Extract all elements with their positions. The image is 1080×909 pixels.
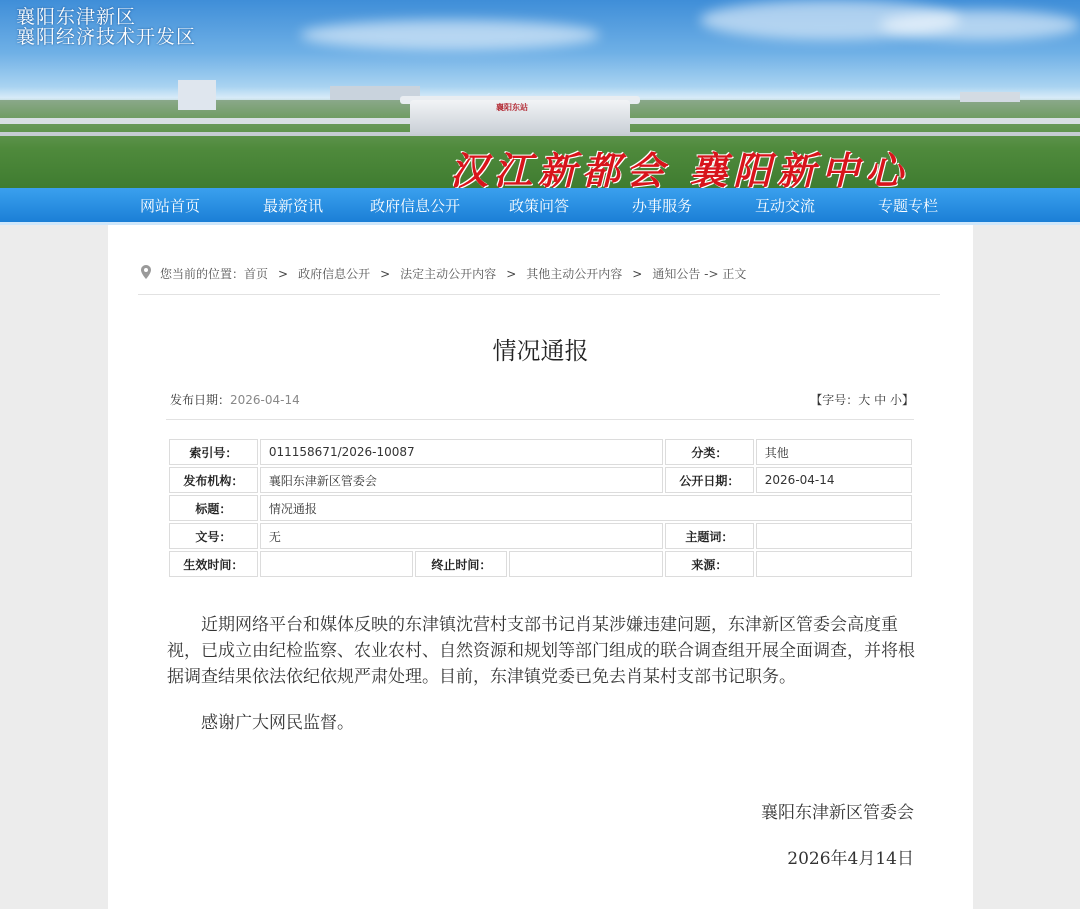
open-date-label: 公开日期： (665, 467, 754, 493)
publisher-value: 襄阳东津新区管委会 (260, 467, 663, 493)
breadcrumb-prefix: 您当前的位置： (160, 267, 245, 281)
nav-policy-qa[interactable]: 政策问答 (508, 197, 569, 215)
breadcrumb-separator: > (278, 267, 289, 281)
location-pin-icon (141, 265, 151, 279)
subject-label: 主题词： (665, 523, 754, 549)
breadcrumb-separator: > (380, 267, 391, 281)
nav-gov-info[interactable]: 政府信息公开 (369, 197, 460, 215)
header-banner (0, 0, 1080, 188)
docno-label: 文号： (169, 523, 258, 549)
nav-home[interactable]: 网站首页 (139, 197, 200, 215)
font-size-suffix: 】 (901, 393, 914, 407)
table-row (169, 467, 912, 493)
font-size-medium-button[interactable]: 中 (874, 393, 887, 407)
table-row (169, 523, 912, 549)
signature-organization: 襄阳东津新区管委会 (761, 803, 914, 823)
open-date-value: 2026-04-14 (756, 467, 912, 493)
breadcrumb-statutory[interactable]: 法定主动公开内容 (400, 267, 497, 281)
article-paragraph: 感谢广大网民监督。 (201, 713, 354, 733)
page-title: 情况通报 (492, 337, 589, 365)
publish-row (170, 391, 914, 408)
nav-news[interactable]: 最新资讯 (262, 197, 323, 215)
nav-services[interactable]: 办事服务 (631, 197, 692, 215)
table-row (169, 495, 912, 521)
breadcrumb-current-separator: -> (704, 267, 719, 281)
breadcrumb-separator: > (632, 267, 643, 281)
title-label: 标题： (169, 495, 258, 521)
end-label: 终止时间： (415, 551, 507, 577)
divider (138, 294, 940, 295)
publish-date-label: 发布日期： (170, 393, 231, 407)
site-name-primary: 襄阳东津新区 (16, 6, 137, 28)
article-body (167, 612, 915, 736)
divider (166, 419, 914, 420)
breadcrumb-gov-info[interactable]: 政府信息公开 (298, 267, 371, 281)
font-size-small-button[interactable]: 小 (889, 393, 902, 407)
source-label: 来源： (665, 551, 754, 577)
table-row (169, 551, 912, 577)
nav-topics[interactable]: 专题专栏 (877, 197, 938, 215)
building-decoration (178, 80, 216, 110)
content-panel (108, 225, 973, 909)
signature-date: 2026年4月14日 (787, 849, 914, 869)
publish-date: 2026-04-14 (230, 393, 300, 407)
subject-value (756, 523, 912, 549)
breadcrumb-separator: > (506, 267, 517, 281)
docno-value: 无 (260, 523, 663, 549)
main-nav (0, 188, 1080, 225)
table-row (169, 439, 912, 465)
nav-interaction[interactable]: 互动交流 (754, 197, 815, 215)
station-building (410, 100, 630, 134)
breadcrumb-current: 正文 (722, 267, 747, 281)
end-value (509, 551, 663, 577)
effective-value (260, 551, 414, 577)
font-size-switcher (810, 391, 914, 408)
article-paragraph: 近期网络平台和媒体反映的东津镇沈营村支部书记肖某涉嫌违建问题，东津新区管委会高度重视，已成立由纪检监察、农业农村、自然资源和规划等部门组成的联合调查组开展全面调查，并将根据调查结果依法依纪依规严肃处理。目前，东津镇党委已免去肖某村支部书记职务。 (167, 615, 915, 687)
cloud-decoration (300, 20, 600, 50)
site-name-secondary: 襄阳经济技术开发区 (16, 26, 197, 48)
title-value: 情况通报 (260, 495, 912, 521)
font-size-large-button[interactable]: 大 (858, 393, 871, 407)
category-value: 其他 (756, 439, 912, 465)
breadcrumb (138, 263, 938, 283)
building-decoration (960, 92, 1020, 102)
breadcrumb-home[interactable]: 首页 (244, 267, 269, 281)
font-size-prefix: 【字号： (810, 393, 859, 407)
document-meta-table (167, 437, 914, 579)
effective-label: 生效时间： (169, 551, 258, 577)
source-value (756, 551, 912, 577)
index-value: 011158671/2026-10087 (260, 439, 663, 465)
publisher-label: 发布机构： (169, 467, 258, 493)
cloud-decoration (880, 10, 1080, 40)
category-label: 分类： (665, 439, 754, 465)
station-sign: 襄阳东站 (496, 103, 528, 112)
index-label: 索引号： (169, 439, 258, 465)
breadcrumb-notices[interactable]: 通知公告 (652, 267, 701, 281)
breadcrumb-other[interactable]: 其他主动公开内容 (526, 267, 623, 281)
banner-slogan: 汉江新都会 襄阳新中心 (450, 148, 910, 188)
